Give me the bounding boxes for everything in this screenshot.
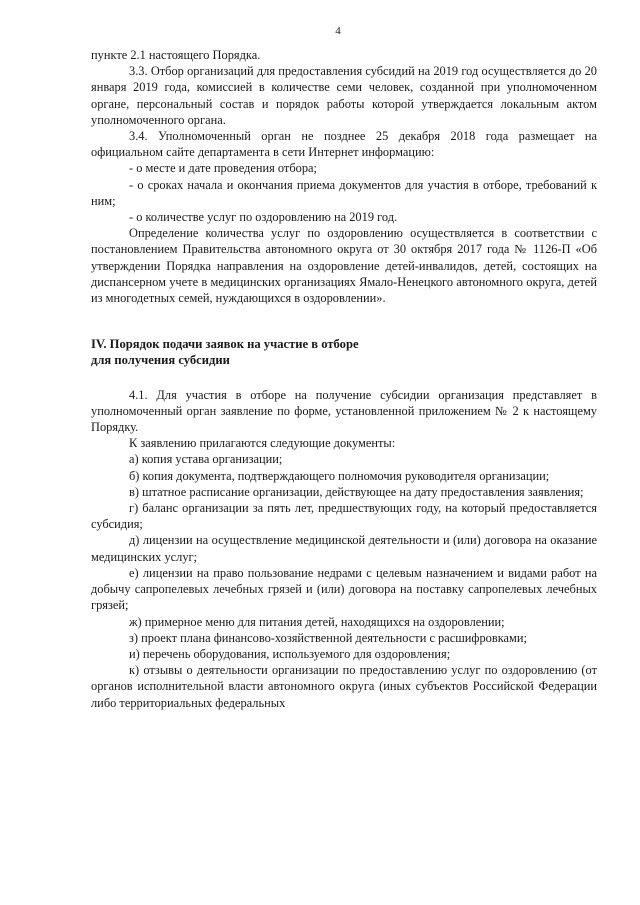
list-item-place-date: - о месте и дате проведения отбора; [129, 161, 317, 176]
list-item-deadlines: - о сроках начала и окончания приема документов для участия в отборе, требований к ним; [91, 177, 597, 208]
list-item-d: д) лицензии на осуществление медицинской деятельности и (или) договора на оказание медицинских услуг; [91, 533, 597, 564]
list-item-b: б) копия документа, подтверждающего полномочия руководителя организации; [129, 468, 550, 483]
section-heading-line-2: для получения субсидии [91, 353, 230, 368]
paragraph-continuation: пункте 2.1 настоящего Порядка. [91, 48, 261, 62]
list-item-i: и) перечень оборудования, используемого для оздоровления; [129, 646, 451, 661]
list-item-zh: ж) примерное меню для питания детей, находящихся на оздоровлении; [129, 614, 505, 629]
list-item-g: г) баланс организации за пять лет, предшествующих году, на который предоставляется субсидия; [91, 501, 597, 532]
list-item-z: з) проект плана финансово-хозяйственной деятельности с расшифровками; [129, 630, 527, 645]
page-number: 4 [335, 25, 341, 37]
list-item-a: а) копия устава организации; [129, 452, 283, 467]
paragraph-3-4: 3.4. Уполномоченный орган не позднее 25 декабря 2018 года размещает на официальном сайте департамента в сети Интернет информацию: [91, 129, 597, 160]
document-body [91, 47, 597, 711]
paragraph-determination: Определение количества услуг по оздоровлению осуществляется в соответствии с постановлением Правительства автономного округа от 30 октября 2017 года № 1126-П «Об утверждении Порядка направления на оздоровление детей-инвалидов, детей, состоящих на диспансерном учете в медицинских организациях Ямало-Ненецкого автономного округа, детей из многодетных семей, нуждающихся в оздоровлении». [91, 226, 597, 306]
list-item-k: к) отзывы о деятельности организации по предоставлению услуг по оздоровлению (от органов исполнительной власти автономного округа (иных субъектов Российской Федерации либо территориальных федеральных [91, 663, 597, 710]
paragraph-4-1: 4.1. Для участия в отборе на получение субсидии организация представляет в уполномоченный орган заявление по форме, установленной приложением № 2 к настоящему Порядку. [91, 387, 597, 435]
paragraph-3-3: 3.3. Отбор организаций для предоставления субсидий на 2019 год осуществляется до 20 января 2019 года, комиссией в количестве семи человек, созданной при уполномоченном органе, персональный состав и порядок работы которой утверждается локальным актом уполномоченного органа. [91, 64, 597, 127]
section-heading-line-1: IV. Порядок подачи заявок на участие в отборе [91, 337, 359, 352]
list-item-v: в) штатное расписание организации, действующее на дату предоставления заявления; [129, 484, 584, 499]
paragraph-documents-intro: К заявлению прилагаются следующие документы: [129, 436, 396, 451]
list-item-quantity: - о количестве услуг по оздоровлению на 2019 год. [129, 210, 398, 225]
list-item-e: е) лицензии на право пользование недрами с целевым назначением и видами работ на добычу сапропелевых лечебных грязей и (или) договора на поставку сапропелевых лечебных грязей; [91, 565, 597, 613]
